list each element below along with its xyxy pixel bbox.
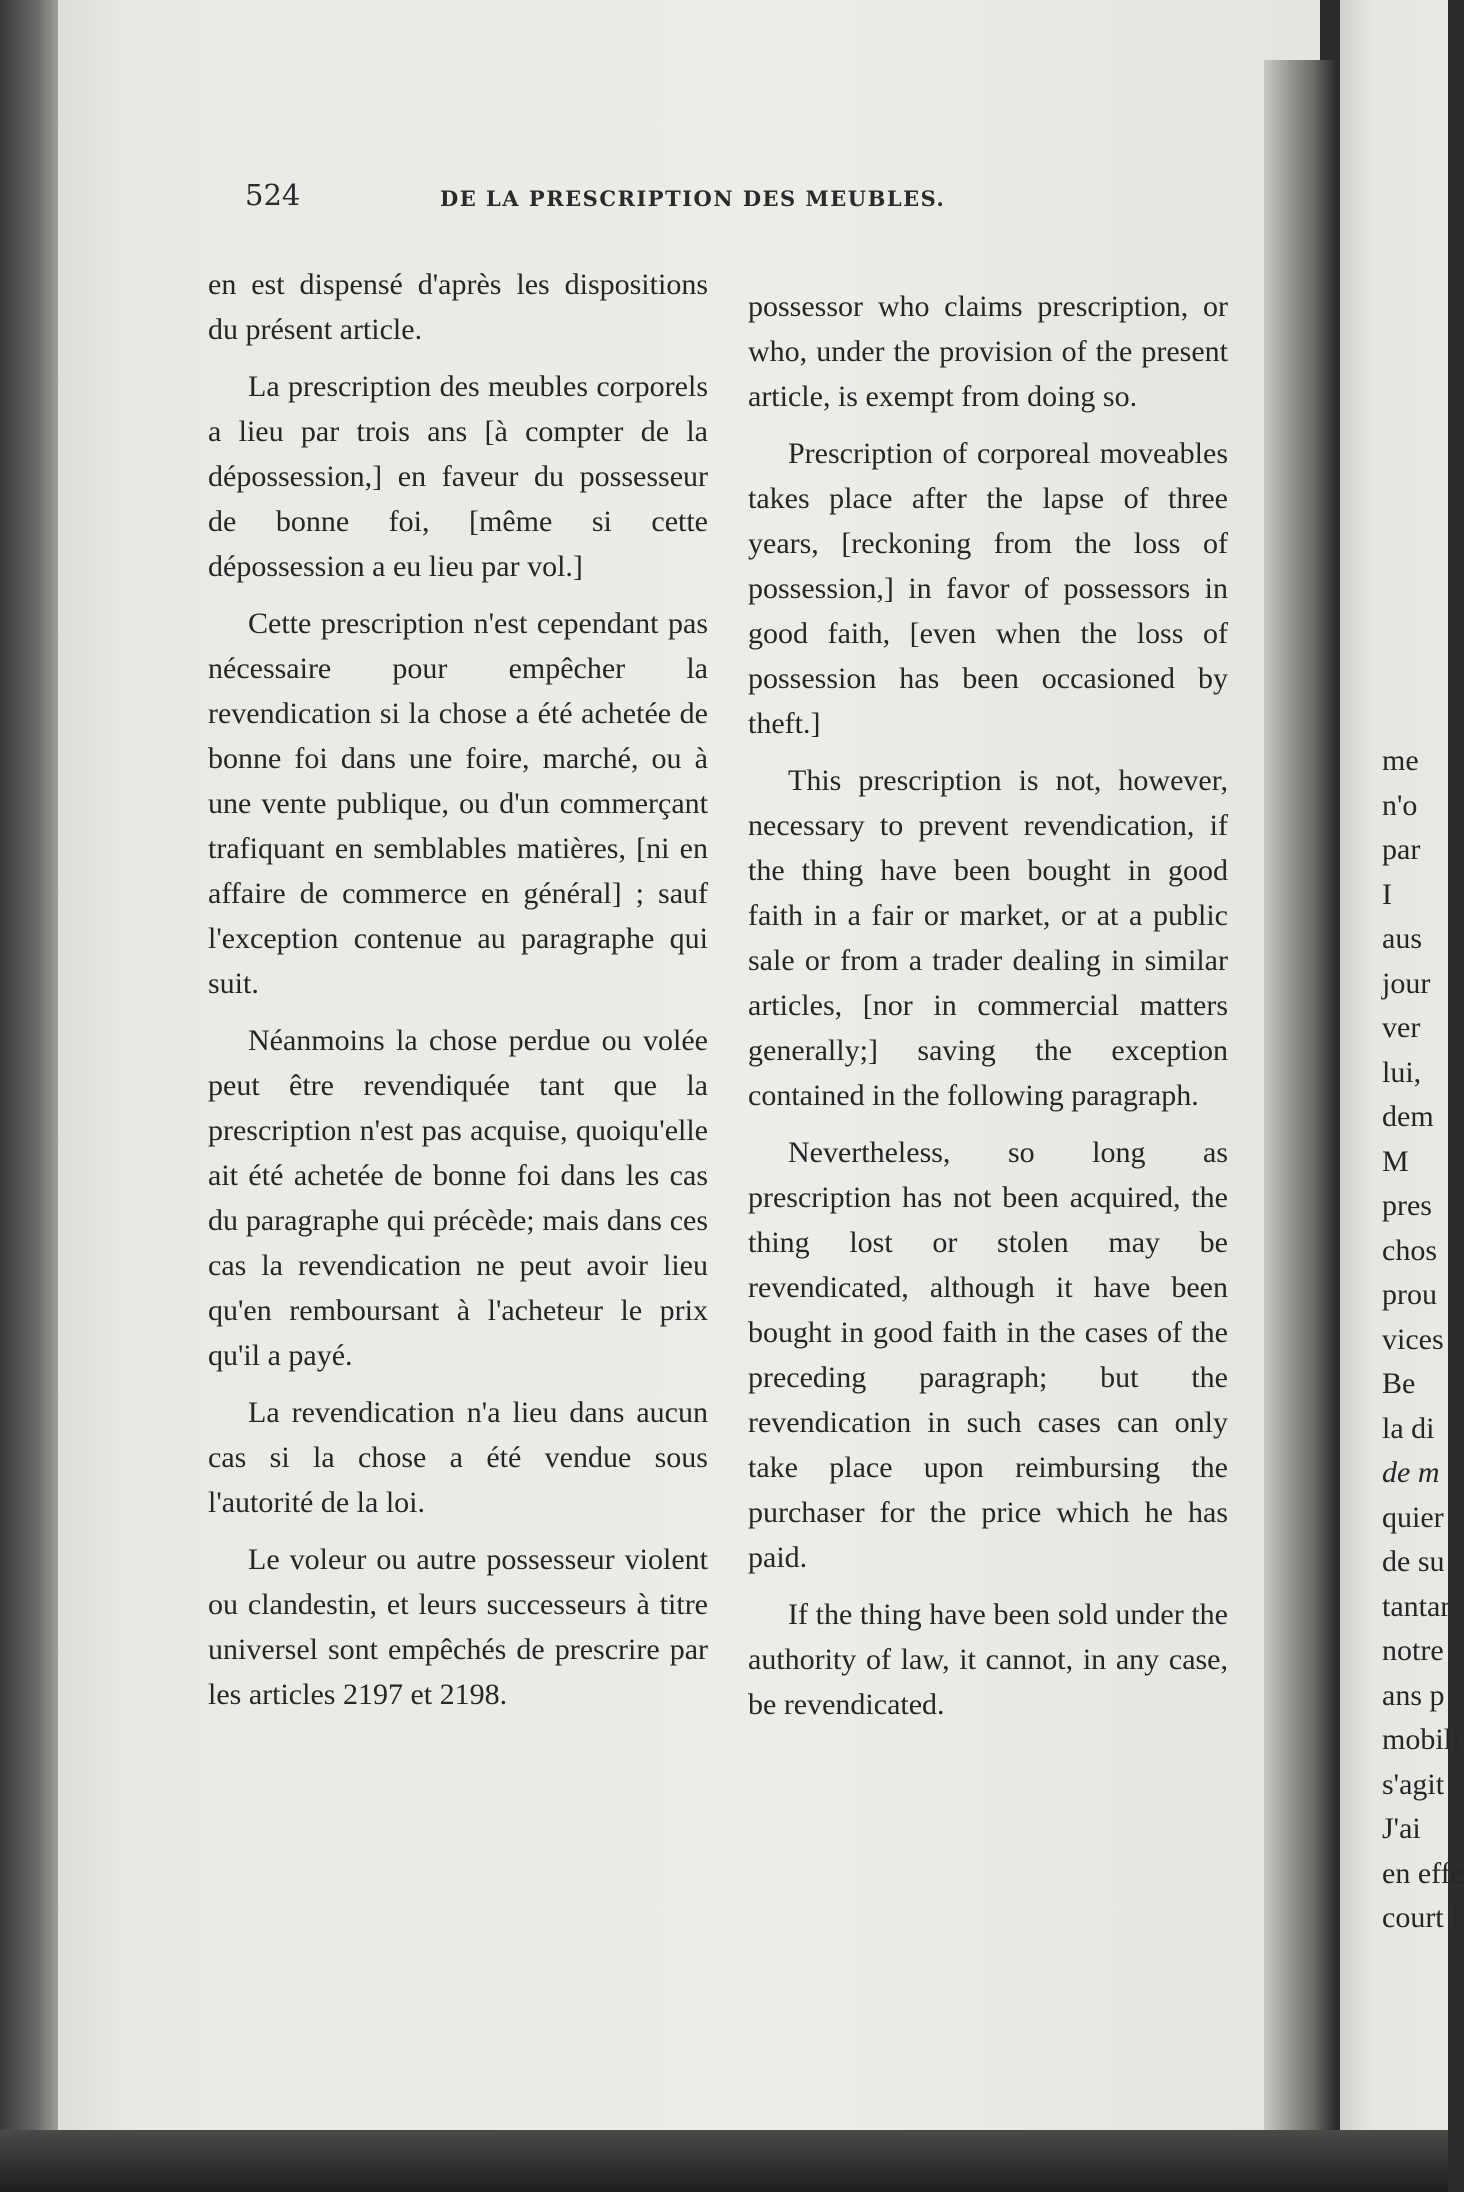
page-header	[0, 178, 1448, 218]
french-paragraph: Cette prescription n'est cependant pas nécessaire pour empêcher la revendication si la chose a été achetée de bonne foi dans une foire, marché, ou à une vente publique, ou d'un commerçant trafiquant en semblables matières, [ni en affaire de commerce en général] ; sauf l'exception contenue au paragraphe qui suit.	[208, 607, 708, 1000]
facing-page-fragment: ans p	[1382, 1678, 1445, 1712]
facing-page-fragment: me	[1382, 744, 1419, 777]
facing-page-fragment: ver	[1382, 1011, 1421, 1044]
english-paragraph: Nevertheless, so long as prescription has not been acquired, the thing lost or stolen may be revendicated, although it have been bought in good faith in the cases of the preceding paragraph; but the revendication in such cases can only take place upon reimbursing the purchaser for the price which he has paid.	[748, 1136, 1228, 1574]
english-paragraph: This prescription is not, however, necessary to prevent revendication, if the thing have been bought in good faith in a fair or market, or at a public sale or from a trader dealing in similar articles, [nor in commercial matters generally;] saving the exception contained in the following paragraph.	[748, 764, 1228, 1112]
facing-page-fragment: par	[1382, 833, 1421, 866]
facing-page-fragment: M	[1382, 1144, 1409, 1178]
english-text-column	[748, 284, 1228, 1739]
french-paragraph: Le voleur ou autre possesseur violent ou clandestin, et leurs successeurs à titre universel sont empêchés de prescrire par les articles 2197 et 2198.	[208, 1543, 708, 1711]
facing-page-fragment: lui,	[1382, 1055, 1422, 1089]
facing-page-fragment: J'ai	[1382, 1812, 1421, 1845]
facing-page-fragment: I	[1382, 877, 1392, 911]
english-paragraph: Prescription of corporeal moveables takes place after the lapse of three years, [reckoning from the loss of possession,] in favor of possessors in good faith, [even when the loss of possession has been occasioned by theft.]	[748, 437, 1228, 740]
facing-page-fragment: chos	[1382, 1233, 1437, 1267]
facing-page-fragment: s'agit	[1382, 1767, 1445, 1801]
french-paragraph: Néanmoins la chose perdue ou volée peut être revendiquée tant que la prescription n'est pas acquise, quoiqu'elle ait été achetée de bonne foi dans les cas du paragraphe qui précède; mais dans ces cas la revendication ne peut avoir lieu qu'en remboursant à l'acheteur le prix qu'il a payé.	[208, 1024, 708, 1372]
page-number: 524	[245, 178, 301, 212]
facing-page-fragment: jour	[1382, 966, 1431, 1000]
facing-page-fragment: mobili	[1382, 1723, 1461, 1756]
facing-page-fragment: pres	[1382, 1189, 1432, 1222]
facing-page-fragment: de m	[1382, 1456, 1440, 1489]
bottom-scan-edge	[0, 2130, 1448, 2192]
facing-page-fragment: quier	[1382, 1500, 1444, 1534]
facing-page-fragment: prou	[1382, 1278, 1437, 1311]
facing-page-fragment: notre	[1382, 1634, 1444, 1667]
french-paragraph: La revendication n'a lieu dans aucun cas si la chose a été vendue sous l'autorité de la loi.	[208, 1396, 708, 1519]
french-paragraph: La prescription des meubles corporels a lieu par trois ans [à compter de la dépossession,] en faveur du possesseur de bonne foi, [même si cette dépossession a eu lieu par vol.]	[208, 370, 708, 583]
facing-page-fragment: tantar	[1382, 1589, 1451, 1623]
running-title: DE LA PRESCRIPTION DES MEUBLES.	[440, 186, 946, 211]
french-paragraph: en est dispensé d'après les dispositions du présent article.	[208, 268, 708, 346]
left-binding-shadow	[0, 0, 62, 2192]
facing-page-fragment: en effe	[1382, 1856, 1464, 1890]
facing-page-fragment: court l	[1382, 1901, 1460, 1934]
facing-page-fragment: aus	[1382, 922, 1422, 955]
english-paragraph: If the thing have been sold under the authority of law, it cannot, in any case, be revendicated.	[748, 1598, 1228, 1721]
facing-page-fragment: la di	[1382, 1411, 1435, 1445]
facing-page-fragment: vices	[1382, 1322, 1444, 1356]
facing-page-fragment: dem	[1382, 1100, 1434, 1133]
facing-page-fragment: de su	[1382, 1545, 1445, 1578]
french-text-column	[208, 262, 708, 1729]
facing-page-fragment: Be	[1382, 1367, 1416, 1400]
facing-page-fragment: n'o	[1382, 788, 1418, 822]
english-paragraph: possessor who claims prescription, or who, under the provision of the present article, is exempt from doing so.	[748, 290, 1228, 413]
